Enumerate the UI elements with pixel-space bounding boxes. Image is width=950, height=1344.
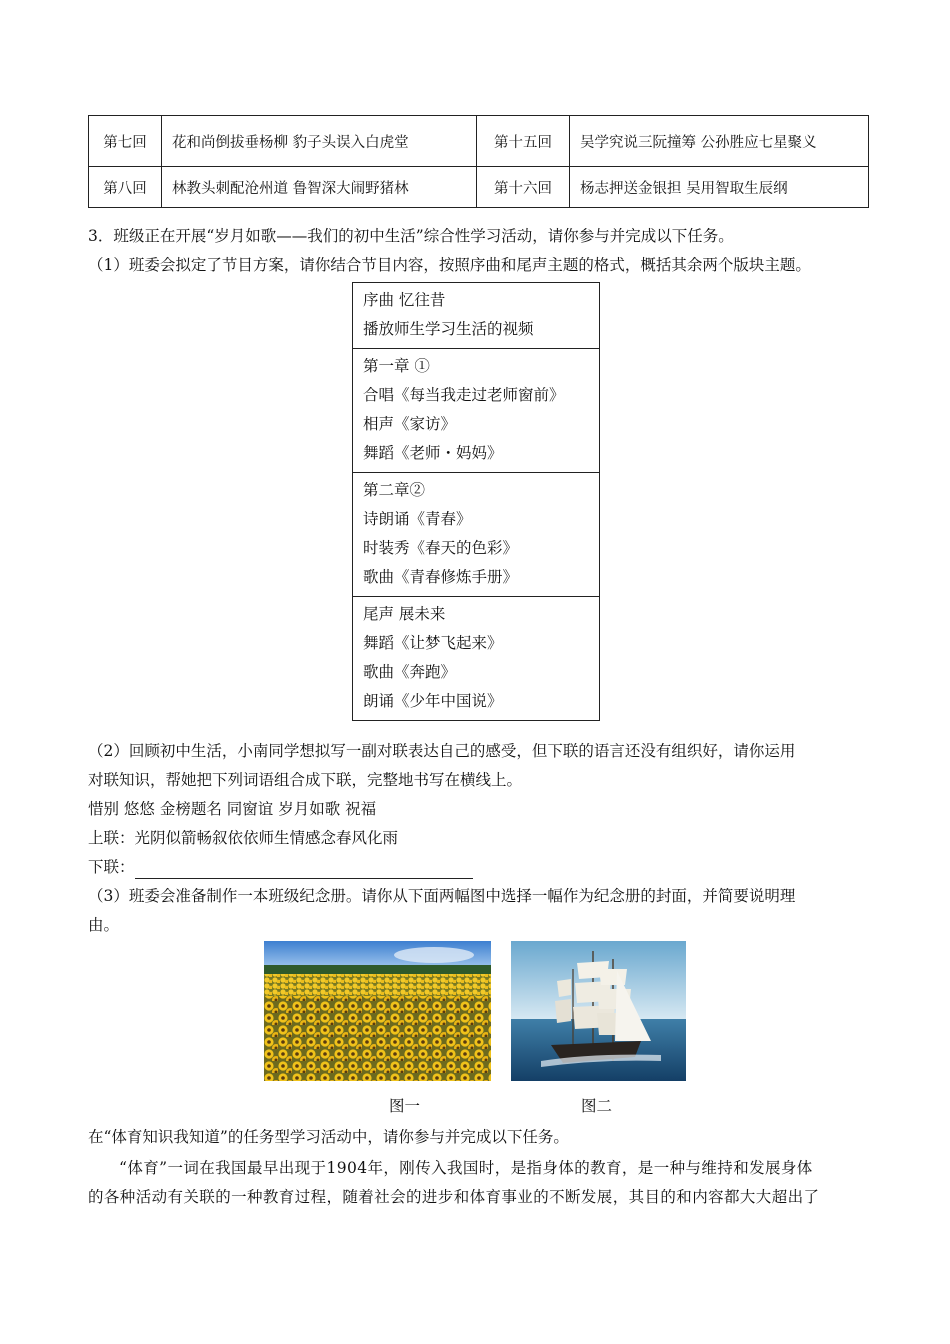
chapter-title: 林教头刺配沧州道 鲁智深大闹野猪林	[162, 167, 477, 208]
passage-line-2: 的各种活动有关联的一种教育过程，随着社会的进步和体育事业的不断发展，其目的和内容都大大超出了	[88, 1188, 820, 1206]
program-section-chapter-1	[353, 348, 599, 472]
section-heading: 第二章②	[363, 481, 426, 499]
section-heading: 序曲 忆往昔	[363, 291, 446, 309]
program-section-epilogue	[353, 596, 599, 720]
chapter-title: 花和尚倒拔垂杨柳 豹子头误入白虎堂	[162, 116, 477, 167]
program-item: 歌曲《奔跑》	[363, 663, 457, 681]
task-intro: 在“体育知识我知道”的任务型学习活动中，请你参与并完成以下任务。	[88, 1128, 569, 1146]
lower-couplet-label: 下联：	[88, 858, 135, 876]
program-box	[352, 282, 600, 721]
program-item: 合唱《每当我走过老师窗前》	[363, 386, 565, 404]
question-3-part-3-line-1: （3）班委会准备制作一本班级纪念册。请你从下面两幅图中选择一幅作为纪念册的封面，并简要说明理	[88, 887, 796, 905]
chapter-number: 第十五回	[477, 116, 570, 167]
sailing-ship-image	[511, 941, 686, 1081]
section-heading: 尾声 展未来	[363, 605, 446, 623]
program-item: 相声《家访》	[363, 415, 457, 433]
chapter-table	[88, 115, 869, 208]
table-row	[89, 167, 869, 208]
answer-blank[interactable]	[135, 862, 473, 879]
sunflower-field-image	[264, 941, 491, 1081]
chapter-number: 第十六回	[477, 167, 570, 208]
question-3-part-1: （1）班委会拟定了节目方案，请你结合节目内容，按照序曲和尾声主题的格式，概括其余两个版块主题。	[88, 256, 811, 274]
program-item: 诗朗诵《青春》	[363, 510, 472, 528]
lower-couplet-row	[88, 855, 473, 879]
word-list: 惜别 悠悠 金榜题名 同窗谊 岁月如歌 祝福	[88, 800, 377, 818]
program-item: 时装秀《春天的色彩》	[363, 539, 519, 557]
program-section-prelude	[353, 283, 599, 348]
question-3-part-2-line-2: 对联知识，帮她把下列词语组合成下联，完整地书写在横线上。	[88, 771, 523, 789]
question-3-title: 3．班级正在开展“岁月如歌——我们的初中生活”综合性学习活动，请你参与并完成以下任务。	[88, 227, 734, 245]
upper-couplet: 上联：光阴似箭畅叙依依师生情感念春风化雨	[88, 829, 399, 847]
chapter-number: 第八回	[89, 167, 162, 208]
question-3-part-2-line-1: （2）回顾初中生活，小南同学想拟写一副对联表达自己的感受，但下联的语言还没有组织好，请你运用	[88, 742, 796, 760]
passage-line-1: “体育”一词在我国最早出现于1904年，刚传入我国时，是指身体的教育，是一种与维持和发展身体	[119, 1159, 813, 1177]
program-item: 舞蹈《让梦飞起来》	[363, 634, 503, 652]
program-item: 朗诵《少年中国说》	[363, 692, 503, 710]
program-item: 歌曲《青春修炼手册》	[363, 568, 519, 586]
program-item: 舞蹈《老师・妈妈》	[363, 444, 503, 462]
section-heading: 第一章 ①	[363, 357, 430, 375]
figure-1-caption: 图一	[389, 1097, 421, 1115]
program-section-chapter-2	[353, 472, 599, 596]
question-3-part-3-line-2: 由。	[88, 916, 120, 934]
table-row	[89, 116, 869, 167]
chapter-number: 第七回	[89, 116, 162, 167]
program-item: 播放师生学习生活的视频	[363, 320, 534, 338]
figure-2-caption: 图二	[581, 1097, 613, 1115]
chapter-title: 杨志押送金银担 吴用智取生辰纲	[570, 167, 869, 208]
chapter-title: 吴学究说三阮撞筹 公孙胜应七星聚义	[570, 116, 869, 167]
